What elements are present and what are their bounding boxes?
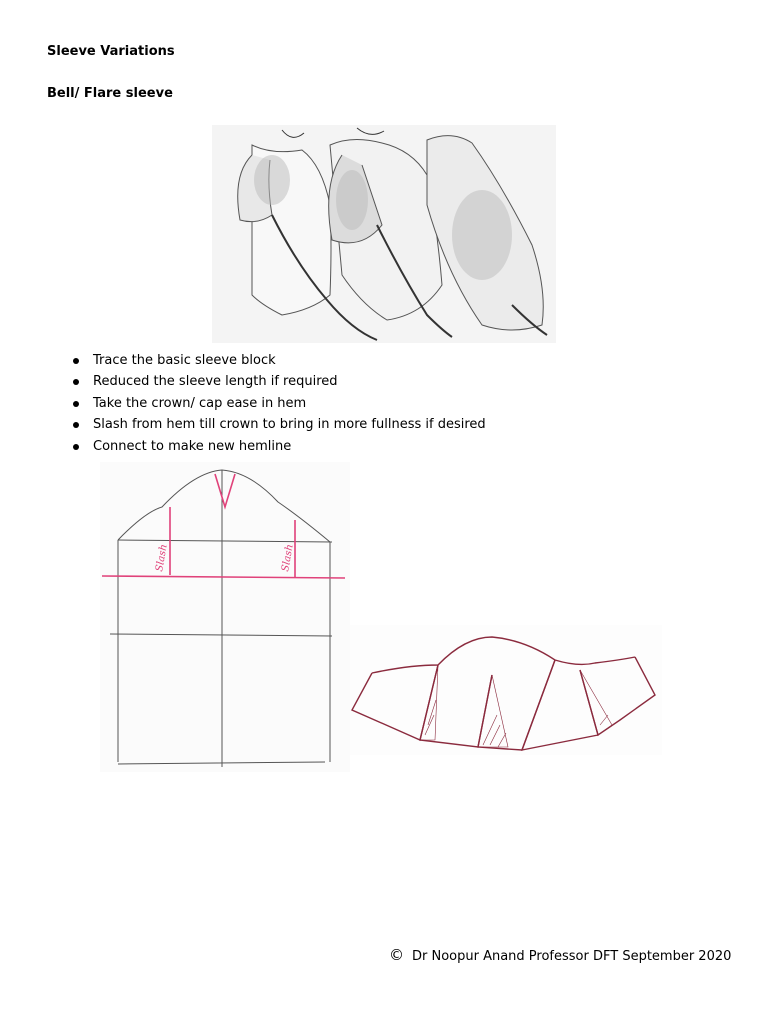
bullet-icon [73, 358, 79, 364]
slash-label-right: Slash [280, 543, 296, 573]
bullet-icon [73, 379, 79, 385]
copyright-icon: © [389, 946, 404, 964]
spread-sleeve-diagram [350, 625, 662, 755]
list-item: Slash from hem till crown to bring in more fullness if desired [47, 414, 486, 435]
instruction-list [47, 350, 486, 457]
page-title: Sleeve Variations [47, 44, 175, 59]
footer-credit [389, 946, 731, 964]
list-item: Reduced the sleeve length if required [47, 371, 486, 392]
footer-text: Dr Noopur Anand Professor DFT September 2020 [412, 949, 732, 964]
list-item: Take the crown/ cap ease in hem [47, 393, 486, 414]
slash-label-left: Slash [154, 543, 170, 573]
bullet-icon [73, 422, 79, 428]
list-item: Connect to make new hemline [47, 436, 486, 457]
bell-sleeve-illustration [212, 125, 556, 343]
bullet-icon [73, 401, 79, 407]
section-title: Bell/ Flare sleeve [47, 86, 173, 101]
list-item: Trace the basic sleeve block [47, 350, 486, 371]
bullet-icon [73, 444, 79, 450]
sleeve-block-diagram [100, 462, 350, 772]
